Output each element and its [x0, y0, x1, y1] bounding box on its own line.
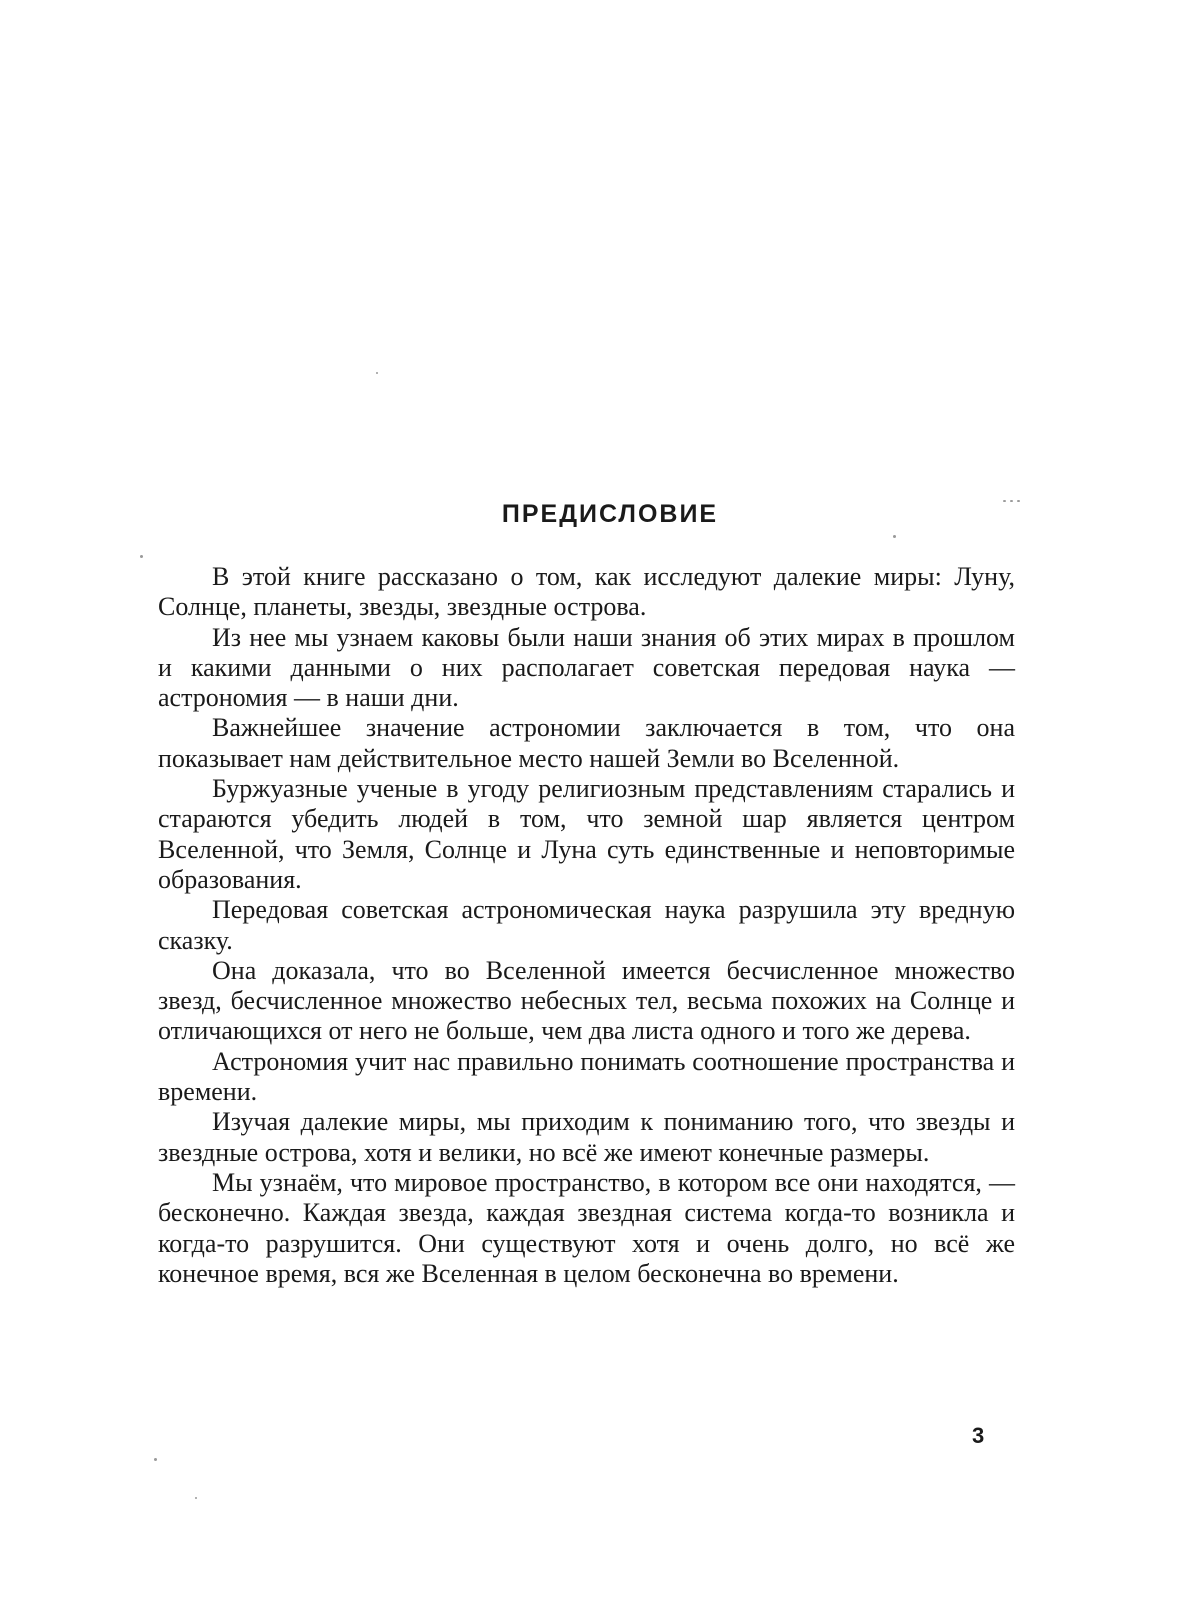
- scan-speck: [140, 555, 143, 558]
- paragraph-9: Мы узнаём, что мировое пространство, в котором все они находятся, — бесконечно. Каждая звезда, каждая звездная система когда-то возникла и когда-то разрушится. Они существуют хотя и очень долго, но всё же конечное время, вся же Вселенная в целом бесконечна во времени.: [158, 1167, 1015, 1288]
- paragraph-1: В этой книге рассказано о том, как исследуют далекие миры: Луну, Солнце, планеты, звезды, звездные острова.: [158, 562, 1015, 622]
- scan-speck: [1003, 500, 1006, 502]
- paragraph-7: Астрономия учит нас правильно понимать соотношение пространства и времени.: [158, 1046, 1015, 1107]
- page-number: 3: [972, 1423, 985, 1448]
- paragraph-3: Важнейшее значение астрономии заключается в том, что она показывает нам действительное место нашей Земли во Вселенной.: [158, 713, 1015, 773]
- body-text: [158, 562, 1015, 1289]
- scan-speck: [195, 1497, 197, 1499]
- scan-speck: [376, 372, 378, 374]
- scan-speck: [1010, 500, 1013, 502]
- paragraph-6: Она доказала, что во Вселенной имеется бесчисленное множество звезд, бесчисленное множество небесных тел, весьма похожих на Солнце и отличающихся от него не больше, чем два листа одного и того же дерева.: [158, 955, 1015, 1046]
- paragraph-2: Из нее мы узнаем каковы были наши знания об этих мирах в прошлом и какими данными о них располагает советская передовая наука — астрономия — в наши дни.: [158, 622, 1015, 713]
- paragraph-8: Изучая далекие миры, мы приходим к пониманию того, что звезды и звездные острова, хотя и велики, но всё же имеют конечные размеры.: [158, 1107, 1015, 1167]
- scan-speck: [893, 535, 896, 538]
- paragraph-5: Передовая советская астрономическая наука разрушила эту вредную сказку.: [158, 895, 1015, 955]
- scan-speck: [1017, 500, 1020, 502]
- paragraph-4: Буржуазные ученые в угоду религиозным представлениям старались и стараются убедить людей в том, что земной шар является центром Вселенной, что Земля, Солнце и Луна суть единственные и неповторимые образования.: [158, 774, 1015, 894]
- page-title: ПРЕДИСЛОВИЕ: [501, 500, 719, 528]
- scan-speck: [154, 1458, 157, 1461]
